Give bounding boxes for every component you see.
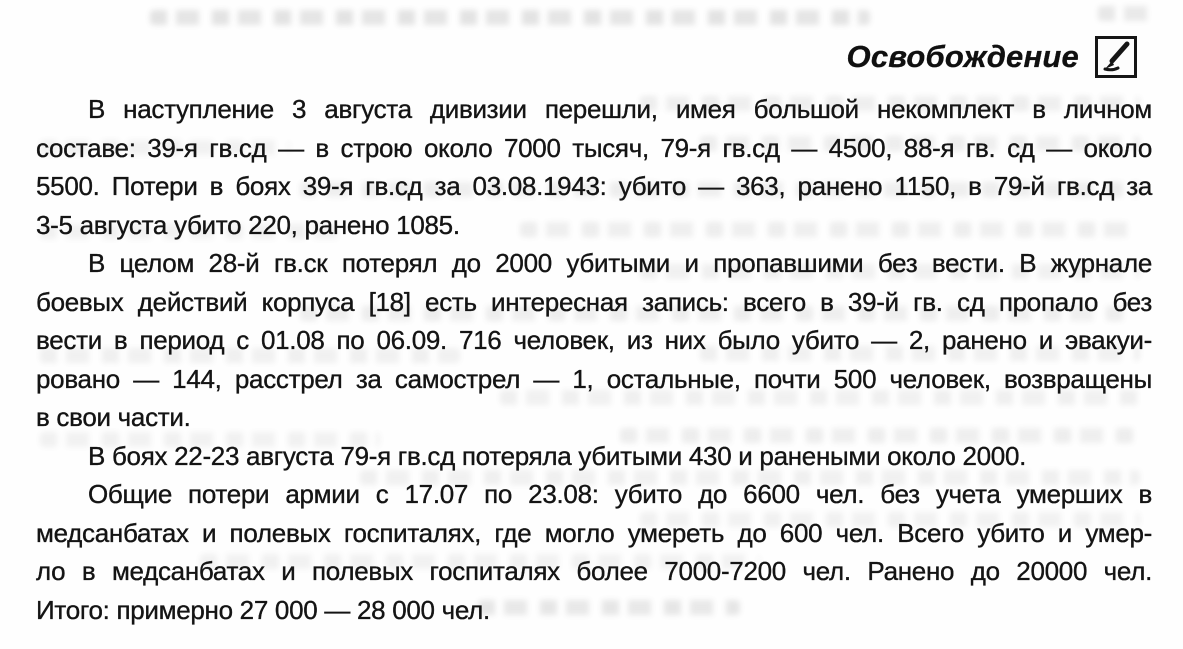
pen-in-box-icon [1095, 36, 1137, 78]
text-line: В наступление 3 августа дивизии перешли, имея большой некомплект в личном [88, 94, 1152, 124]
chapter-title: Освобождение [846, 39, 1079, 74]
text-line: вести в период с 01.08 по 06.09. 716 человек, из них было убито — 2, ранено и эвакуи- [36, 325, 1152, 355]
text-line: В целом 28-й гв.ск потерял до 2000 убитыми и пропавшими без вести. В журнале [88, 248, 1152, 278]
text-line: ровано — 144, расстрел за самострел — 1, остальные, почти 500 человек, возвращены [36, 363, 1152, 394]
text-line: ло в медсанбатах и полевых госпиталях более 7000-7200 чел. Ранено до 20000 чел. [36, 556, 1152, 586]
text-line: Общие потери армии с 17.07 по 23.08: убито до 6600 чел. без учета умерших в [88, 479, 1152, 509]
bleedthrough-artifact [1098, 6, 1160, 21]
text-line: В боях 22-23 августа 79-я гв.сд потеряла убитыми 430 и ранеными около 2000. [88, 440, 1027, 471]
text-line: 3-5 августа убито 220, ранено 1085. [36, 209, 460, 240]
bleedthrough-artifact [150, 10, 870, 25]
text-line: боевых действий корпуса [18] есть интересная запись: всего в 39-й гв. сд пропало без [36, 286, 1152, 317]
text-line: 5500. Потери в боях 39-я гв.сд за 03.08.1943: убито — 363, ранено 1150, в 79-й гв.сд за [36, 171, 1152, 201]
text-line: в свои части. [36, 402, 191, 432]
text-line: Итого: примерно 27 000 — 28 000 чел. [36, 594, 490, 625]
text-line: составе: 39-я гв.сд — в строю около 7000 тысяч, 79-я гв.сд — 4500, 88-я гв. сд — около [36, 132, 1152, 163]
text-line: медсанбатах и полевых госпиталях, где могло умереть до 600 чел. Всего убито и умер- [36, 517, 1152, 548]
chapter-header [847, 36, 1138, 78]
text-block [36, 90, 1152, 629]
